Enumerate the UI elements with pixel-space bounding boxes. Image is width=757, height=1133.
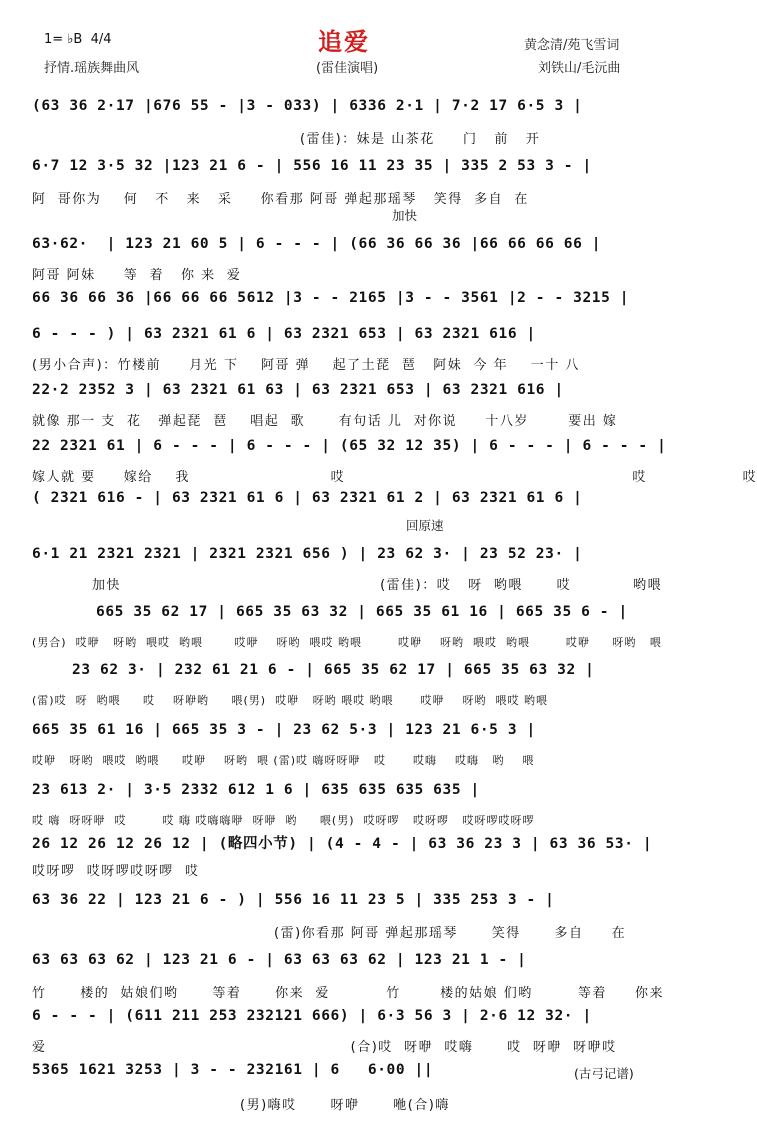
row-lyrics: 加快 (雷佳)：哎 呀 哟喂 哎 哟喂	[92, 578, 663, 593]
lyricists: 黄念清/苑飞雪词	[524, 38, 620, 53]
row-lyrics: (男合) 哎咿 呀哟 喂哎 哟喂 哎咿 呀哟 喂哎 哟喂 哎咿 呀哟 喂哎 哟喂 哎咿 呀哟 喂	[32, 636, 662, 649]
row-notes: 6 - - - | (611 211 253 232121 666) | 6·3 56 3 | 2·6 12 32· |	[32, 1008, 592, 1024]
row-notes: 23 62 3· | 232 61 21 6 - | 665 35 62 17 | 665 35 63 32 |	[72, 662, 595, 678]
row-notes: 665 35 62 17 | 665 35 63 32 | 665 35 61 16 | 665 35 6 - |	[96, 604, 628, 620]
style-label: 抒情.瑶族舞曲风	[44, 61, 140, 76]
row-notes: 63 63 63 62 | 123 21 6 - | 63 63 63 62 | 123 21 1 - |	[32, 952, 527, 968]
row-lyrics: 哎呀啰 哎呀啰哎呀啰 哎	[32, 864, 200, 879]
row-lyrics: 竹 楼的 姑娘们哟 等着 你来 爱 竹 楼的姑娘 们哟 等着 你来	[32, 986, 665, 1001]
row-lyrics: 哎 嗨 呀呀咿 哎 哎 嗨 哎嗨嗨咿 呀咿 哟 喂(男) 哎呀啰 哎呀啰 哎呀啰哎呀啰	[32, 814, 535, 827]
row-lyrics: (男小合声)：竹楼前 月光 下 阿哥 弹 起了土琵 琶 阿妹 今 年 一十 八	[32, 358, 580, 373]
row-notes: ( 2321 616 - | 63 2321 61 6 | 63 2321 61 2 | 63 2321 61 6 |	[32, 490, 583, 506]
row-notes: 63·62· | 123 21 60 5 | 6 - - - | (66 36 66 36 |66 66 66 66 |	[32, 236, 602, 252]
row-notes: 6 - - - ) | 63 2321 61 6 | 63 2321 653 | 63 2321 616 |	[32, 326, 536, 342]
row-lyrics: (雷)哎 呀 哟喂 哎 呀咿哟 喂(男) 哎咿 呀哟 喂哎 哟喂 哎咿 呀哟 喂哎 哟喂	[32, 694, 549, 707]
row-lyrics: (男)嗨哎 呀咿 咃(合)嗨	[240, 1098, 450, 1113]
row-notes: 5365 1621 3253 | 3 - - 232161 | 6 6·00 ||	[32, 1062, 434, 1078]
row-lyrics: (雷佳)：妹是 山茶花 门 前 开	[300, 132, 541, 147]
row-notes: (63 36 2·17 |676 55 - |3 - 033) | 6336 2·1 | 7·2 17 6·5 3 |	[32, 98, 583, 114]
row-notes: 6·7 12 3·5 32 |123 21 6 - | 556 16 11 23 35 | 335 2 53 3 - |	[32, 158, 592, 174]
row-notes: 6·1 21 2321 2321 | 2321 2321 656 ) | 23 62 3· | 23 52 23· |	[32, 546, 583, 562]
row-lyrics: 嫁人就 要 嫁给 我 哎 哎 哎	[32, 470, 757, 485]
row-notes: 22·2 2352 3 | 63 2321 61 63 | 63 2321 653 | 63 2321 616 |	[32, 382, 564, 398]
row-notes: 63 36 22 | 123 21 6 - ) | 556 16 11 23 5 | 335 253 3 - |	[32, 892, 555, 908]
song-title: 追爱	[318, 28, 370, 56]
row-notes: 22 2321 61 | 6 - - - | 6 - - - | (65 32 12 35) | 6 - - - | 6 - - - |	[32, 438, 667, 454]
row-notes: 66 36 66 36 |66 66 66 5612 |3 - - 2165 |3 - - 3561 |2 - - 3215 |	[32, 290, 630, 306]
transcriber-credit: (古弓记谱)	[574, 1066, 634, 1081]
row-notes: 23 613 2· | 3·5 2332 612 1 6 | 635 635 635 635 |	[32, 782, 480, 798]
tempo-marking: 加快	[392, 208, 418, 223]
tempo-marking: 回原速	[406, 518, 444, 533]
composers: 刘铁山/毛沅曲	[538, 61, 621, 76]
row-lyrics: 阿哥 阿妹 等 着 你 来 爱	[32, 268, 242, 283]
song-subtitle: (雷佳演唱)	[316, 61, 379, 76]
key-signature: 1= ♭B 4/4	[44, 32, 112, 47]
row-lyrics: 爱 (合)哎 呀咿 哎嗨 哎 呀咿 呀咿哎	[32, 1040, 617, 1055]
row-lyrics: 阿 哥你为 何 不 来 采 你看那 阿哥 弹起那瑶琴 笑得 多自 在	[32, 192, 529, 207]
row-lyrics: 就像 那一 支 花 弹起琵 琶 唱起 歌 有句话 儿 对你说 十八岁 要出 嫁	[32, 414, 618, 429]
row-lyrics: 哎咿 呀哟 喂哎 哟喂 哎咿 呀哟 喂 (雷)哎 嗨呀呀咿 哎 哎嗨 哎嗨 哟 喂	[32, 754, 535, 767]
row-notes: 665 35 61 16 | 665 35 3 - | 23 62 5·3 | 123 21 6·5 3 |	[32, 722, 536, 738]
row-lyrics: (雷)你看那 阿哥 弹起那瑶琴 笑得 多自 在	[274, 926, 627, 941]
row-notes: 26 12 26 12 26 12 | (略四小节) | (4 - 4 - | 63 36 23 3 | 63 36 53· |	[32, 836, 653, 852]
